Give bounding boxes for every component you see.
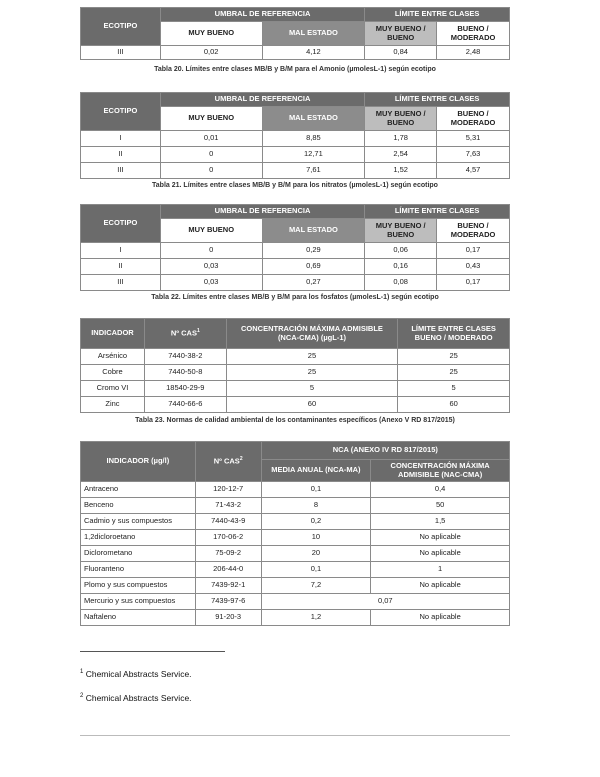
table-row: Naftaleno 91-20-3 1,2 No aplicable [81, 610, 510, 626]
header-limite: LÍMITE ENTRE CLASES BUENO / MODERADO [398, 319, 510, 349]
table-row: Cadmio y sus compuestos 7440-43-9 0,2 1,5 [81, 514, 510, 530]
header-b-m: BUENO / MODERADO [437, 219, 510, 243]
table-row: Mercurio y sus compuestos 7439-97-6 0,07 [81, 594, 510, 610]
table-row: Antraceno 120-12-7 0,1 0,4 [81, 482, 510, 498]
header-nca-cma: CONCENTRACIÓN MÁXIMA ADMISIBLE (NCA-CMA) (µgL-1) [226, 319, 398, 349]
header-limite: LÍMITE ENTRE CLASES [365, 8, 510, 22]
table-21 [80, 92, 510, 179]
table-row: Plomo y sus compuestos 7439-92-1 7,2 No aplicable [81, 578, 510, 594]
header-indicador: INDICADOR [81, 319, 145, 349]
header-limite: LÍMITE ENTRE CLASES [365, 205, 510, 219]
table-row: I 0,01 8,85 1,78 5,31 [81, 131, 510, 147]
footnote-separator [80, 651, 225, 652]
header-limite: LÍMITE ENTRE CLASES [365, 93, 510, 107]
table-22 [80, 204, 510, 291]
table-row: Fluoranteno 206-44-0 0,1 1 [81, 562, 510, 578]
header-muy-bueno: MUY BUENO [160, 22, 262, 46]
table-23 [80, 318, 510, 413]
page-bottom-rule [80, 735, 510, 736]
table-row: 1,2dicloroetano 170-06-2 10 No aplicable [81, 530, 510, 546]
header-mb-b: MUY BUENO / BUENO [365, 107, 437, 131]
table-20-caption: Tabla 20. Límites entre clases MB/B y B/M para el Amonio (µmolesL-1) según ecotipo [154, 66, 436, 73]
footnote-2: $^2$ Chemical Abstracts Service. [80, 693, 192, 703]
table-row: Arsénico 7440-38-2 25 25 [81, 349, 510, 365]
header-indicador: INDICADOR (µg/l) [81, 442, 196, 482]
table-24 [80, 441, 510, 626]
header-muy-bueno: MUY BUENO [160, 107, 262, 131]
header-media-anual: MEDIA ANUAL (NCA-MA) [261, 460, 371, 482]
header-umbral: UMBRAL DE REFERENCIA [160, 205, 364, 219]
header-ecotipo: ECOTIPO [81, 93, 161, 131]
table-23-caption: Tabla 23. Normas de calidad ambiental de los contaminantes específicos (Anexo V RD 817/2015) [135, 417, 455, 424]
header-b-m: BUENO / MODERADO [437, 107, 510, 131]
table-row: II 0,03 0,69 0,16 0,43 [81, 259, 510, 275]
header-ecotipo: ECOTIPO [81, 205, 161, 243]
header-mal-estado: MAL ESTADO [262, 22, 365, 46]
header-mb-b: MUY BUENO / BUENO [365, 22, 437, 46]
table-row: III 0,02 4,12 0,84 2,48 [81, 46, 510, 60]
header-mal-estado: MAL ESTADO [262, 107, 365, 131]
mercurio-merged-cell: 0,07 [261, 594, 509, 610]
table-row: III 0 7,61 1,52 4,57 [81, 163, 510, 179]
table-row: II 0 12,71 2,54 7,63 [81, 147, 510, 163]
header-muy-bueno: MUY BUENO [160, 219, 262, 243]
table-20 [80, 7, 510, 60]
table-22-caption: Tabla 22. Límites entre clases MB/B y B/M para los fosfatos (µmolesL-1) según ecotipo [151, 294, 439, 301]
table-row: Cobre 7440-50-8 25 25 [81, 365, 510, 381]
table-row: I 0 0,29 0,06 0,17 [81, 243, 510, 259]
header-umbral: UMBRAL DE REFERENCIA [160, 8, 364, 22]
table-21-caption: Tabla 21. Límites entre clases MB/B y B/M para los nitratos (µmolesL-1) según ecotipo [152, 182, 438, 189]
header-mb-b: MUY BUENO / BUENO [365, 219, 437, 243]
table-row: Zinc 7440-66-6 60 60 [81, 397, 510, 413]
header-mal-estado: MAL ESTADO [262, 219, 365, 243]
header-b-m: BUENO / MODERADO [437, 22, 510, 46]
header-cma: CONCENTRACIÓN MÁXIMA ADMISIBLE (NAC-CMA) [371, 460, 510, 482]
header-cas: Nº CAS$^2$ [195, 442, 261, 482]
table-row: Benceno 71-43-2 8 50 [81, 498, 510, 514]
header-cas: Nº CAS$^1$ [144, 319, 226, 349]
table-row: Diclorometano 75-09-2 20 No aplicable [81, 546, 510, 562]
footnote-1: $^1$ Chemical Abstracts Service. [80, 669, 192, 679]
table-row: Cromo VI 18540-29-9 5 5 [81, 381, 510, 397]
header-ecotipo: ECOTIPO [81, 8, 161, 46]
table-row: III 0,03 0,27 0,08 0,17 [81, 275, 510, 291]
header-umbral: UMBRAL DE REFERENCIA [160, 93, 364, 107]
header-nca: NCA (ANEXO IV RD 817/2015) [261, 442, 509, 460]
